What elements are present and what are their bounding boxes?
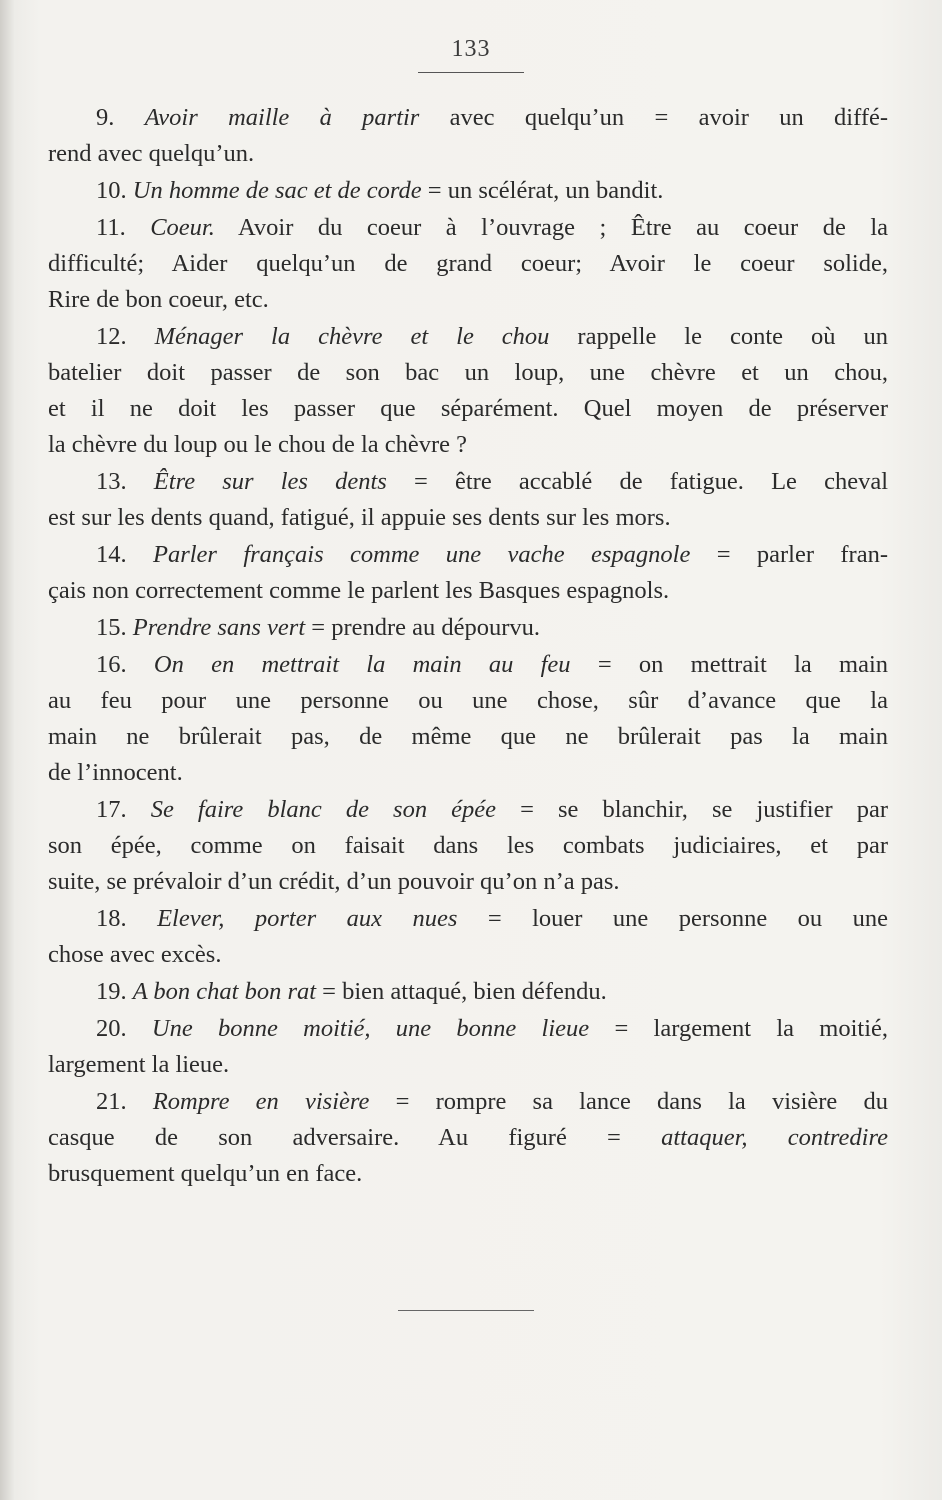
page-number: 133 (451, 36, 491, 62)
entry-line (48, 755, 888, 791)
entry-line (48, 647, 888, 683)
expression-italic: Une bonne moitié, une bonne lieue (151, 1015, 590, 1042)
entry-text: suite, se prévaloir d’un crédit, d’un pouvoir qu’on n’a pas. (48, 868, 620, 895)
entry-line (48, 683, 888, 719)
entry-text: difficulté; Aider quelqu’un de grand coeur; Avoir le coeur solide, (48, 250, 888, 277)
entry-number: 19. (96, 978, 133, 1005)
entry-line (48, 864, 888, 900)
entry-text: = se blanchir, se justifier par (496, 796, 889, 823)
entry-text: batelier doit passer de son bac un loup, une chèvre et un chou, (48, 359, 888, 386)
entry-14 (48, 537, 888, 609)
entry-text: casque de son adversaire. Au figuré = (48, 1124, 662, 1151)
entry-text: chose avec excès. (48, 941, 222, 968)
entry-line (48, 500, 888, 536)
entry-line (48, 136, 888, 172)
expression-italic: Un homme de sac et de corde (132, 177, 422, 204)
entry-line (48, 355, 888, 391)
entry-18 (48, 901, 888, 973)
entry-line (48, 100, 888, 136)
entry-text: brusquement quelqu’un en face. (48, 1160, 363, 1187)
entry-19 (48, 974, 888, 1010)
entry-text: = rompre sa lance dans la visière du (369, 1088, 889, 1115)
expression-italic: Se faire blanc de son épée (150, 796, 497, 823)
entry-text: rend avec quelqu’un. (48, 140, 255, 167)
entry-text: au feu pour une personne ou une chose, sûr d’avance que la (48, 687, 888, 714)
expression-italic: On en mettrait la main au feu (153, 651, 571, 678)
entry-number: 13. (96, 468, 154, 495)
entry-text: = un scélérat, un bandit. (421, 177, 664, 204)
entry-15 (48, 610, 888, 646)
entry-text: Avoir du coeur à l’ouvrage ; Être au coeur de la (214, 214, 888, 241)
expression-italic: Prendre sans vert (132, 614, 306, 641)
entry-line (48, 210, 888, 246)
entry-line (48, 719, 888, 755)
entry-number: 10. (96, 177, 133, 204)
entry-number: 12. (96, 323, 155, 350)
entry-text: est sur les dents quand, fatigué, il appuie ses dents sur les mors. (48, 504, 671, 531)
expression-italic: Coeur. (150, 214, 215, 241)
entry-line (48, 391, 888, 427)
entry-number: 18. (96, 905, 158, 932)
entry-number: 11. (96, 214, 151, 241)
expression-italic: Avoir maille à partir (144, 104, 420, 131)
entry-line (48, 974, 888, 1010)
entry-text: de l’innocent. (48, 759, 183, 786)
entry-text: = on mettrait la main (570, 651, 889, 678)
entry-line (48, 319, 888, 355)
expression-italic: Rompre en visière (152, 1088, 370, 1115)
expression-italic: Parler français comme une vache espagnole (153, 541, 691, 568)
entry-line (48, 1011, 888, 1047)
entry-number: 17. (96, 796, 151, 823)
entry-number: 9. (96, 104, 145, 131)
entry-17 (48, 792, 888, 900)
entry-text: et il ne doit les passer que séparément. Quel moyen de préserver (48, 395, 888, 422)
entry-line (48, 427, 888, 463)
entry-line (48, 901, 888, 937)
entry-16 (48, 647, 888, 791)
entry-line (48, 173, 888, 209)
entry-text: rappelle le conte où un (549, 323, 889, 350)
entry-line (48, 573, 888, 609)
entry-line (48, 1047, 888, 1083)
entry-line (48, 610, 888, 646)
expression-italic: Elever, porter aux nues (157, 905, 458, 932)
entry-10 (48, 173, 888, 209)
entry-text: Rire de bon coeur, etc. (48, 286, 269, 313)
entry-number: 15. (96, 614, 133, 641)
entry-line (48, 246, 888, 282)
entry-11 (48, 210, 888, 318)
footer-rule (398, 1310, 534, 1311)
entry-text: çais non correctement comme le parlent les Basques espagnols. (48, 577, 670, 604)
entry-13 (48, 464, 888, 536)
entry-text: = être accablé de fatigue. Le cheval (386, 468, 889, 495)
entry-12 (48, 319, 888, 463)
entry-text: = parler fran- (690, 541, 888, 568)
entry-line (48, 1084, 888, 1120)
entry-text: = largement la moitié, (589, 1015, 889, 1042)
entry-21 (48, 1084, 888, 1192)
expression-italic: Ménager la chèvre et le chou (154, 323, 550, 350)
entry-number: 14. (96, 541, 153, 568)
entry-text: avec quelqu’un = avoir un diffé- (419, 104, 889, 131)
entry-text: la chèvre du loup ou le chou de la chèvre ? (48, 431, 468, 458)
entry-9 (48, 100, 888, 172)
expression-italic: A bon chat bon rat (132, 978, 317, 1005)
entry-line (48, 282, 888, 318)
entry-text: son épée, comme on faisait dans les combats judiciaires, et par (48, 832, 888, 859)
entry-number: 16. (96, 651, 154, 678)
header-rule (418, 72, 524, 73)
entry-text: = prendre au dépourvu. (305, 614, 541, 641)
entry-text: = louer une personne ou une (457, 905, 888, 932)
entry-line (48, 1120, 888, 1156)
entry-number: 20. (96, 1015, 152, 1042)
entry-text: largement la lieue. (48, 1051, 230, 1078)
entries-list (48, 100, 888, 1192)
entry-line (48, 537, 888, 573)
entry-text: = bien attaqué, bien défendu. (316, 978, 607, 1005)
entry-line (48, 1156, 888, 1192)
page-binding-edge (0, 0, 14, 1500)
entry-text: main ne brûlerait pas, de même que ne brûlerait pas la main (48, 723, 888, 750)
expression-italic: attaquer, contredire (661, 1124, 888, 1151)
entry-line (48, 937, 888, 973)
entry-line (48, 828, 888, 864)
entry-20 (48, 1011, 888, 1083)
entry-line (48, 792, 888, 828)
expression-italic: Être sur les dents (153, 468, 387, 495)
entry-number: 21. (96, 1088, 153, 1115)
entry-line (48, 464, 888, 500)
